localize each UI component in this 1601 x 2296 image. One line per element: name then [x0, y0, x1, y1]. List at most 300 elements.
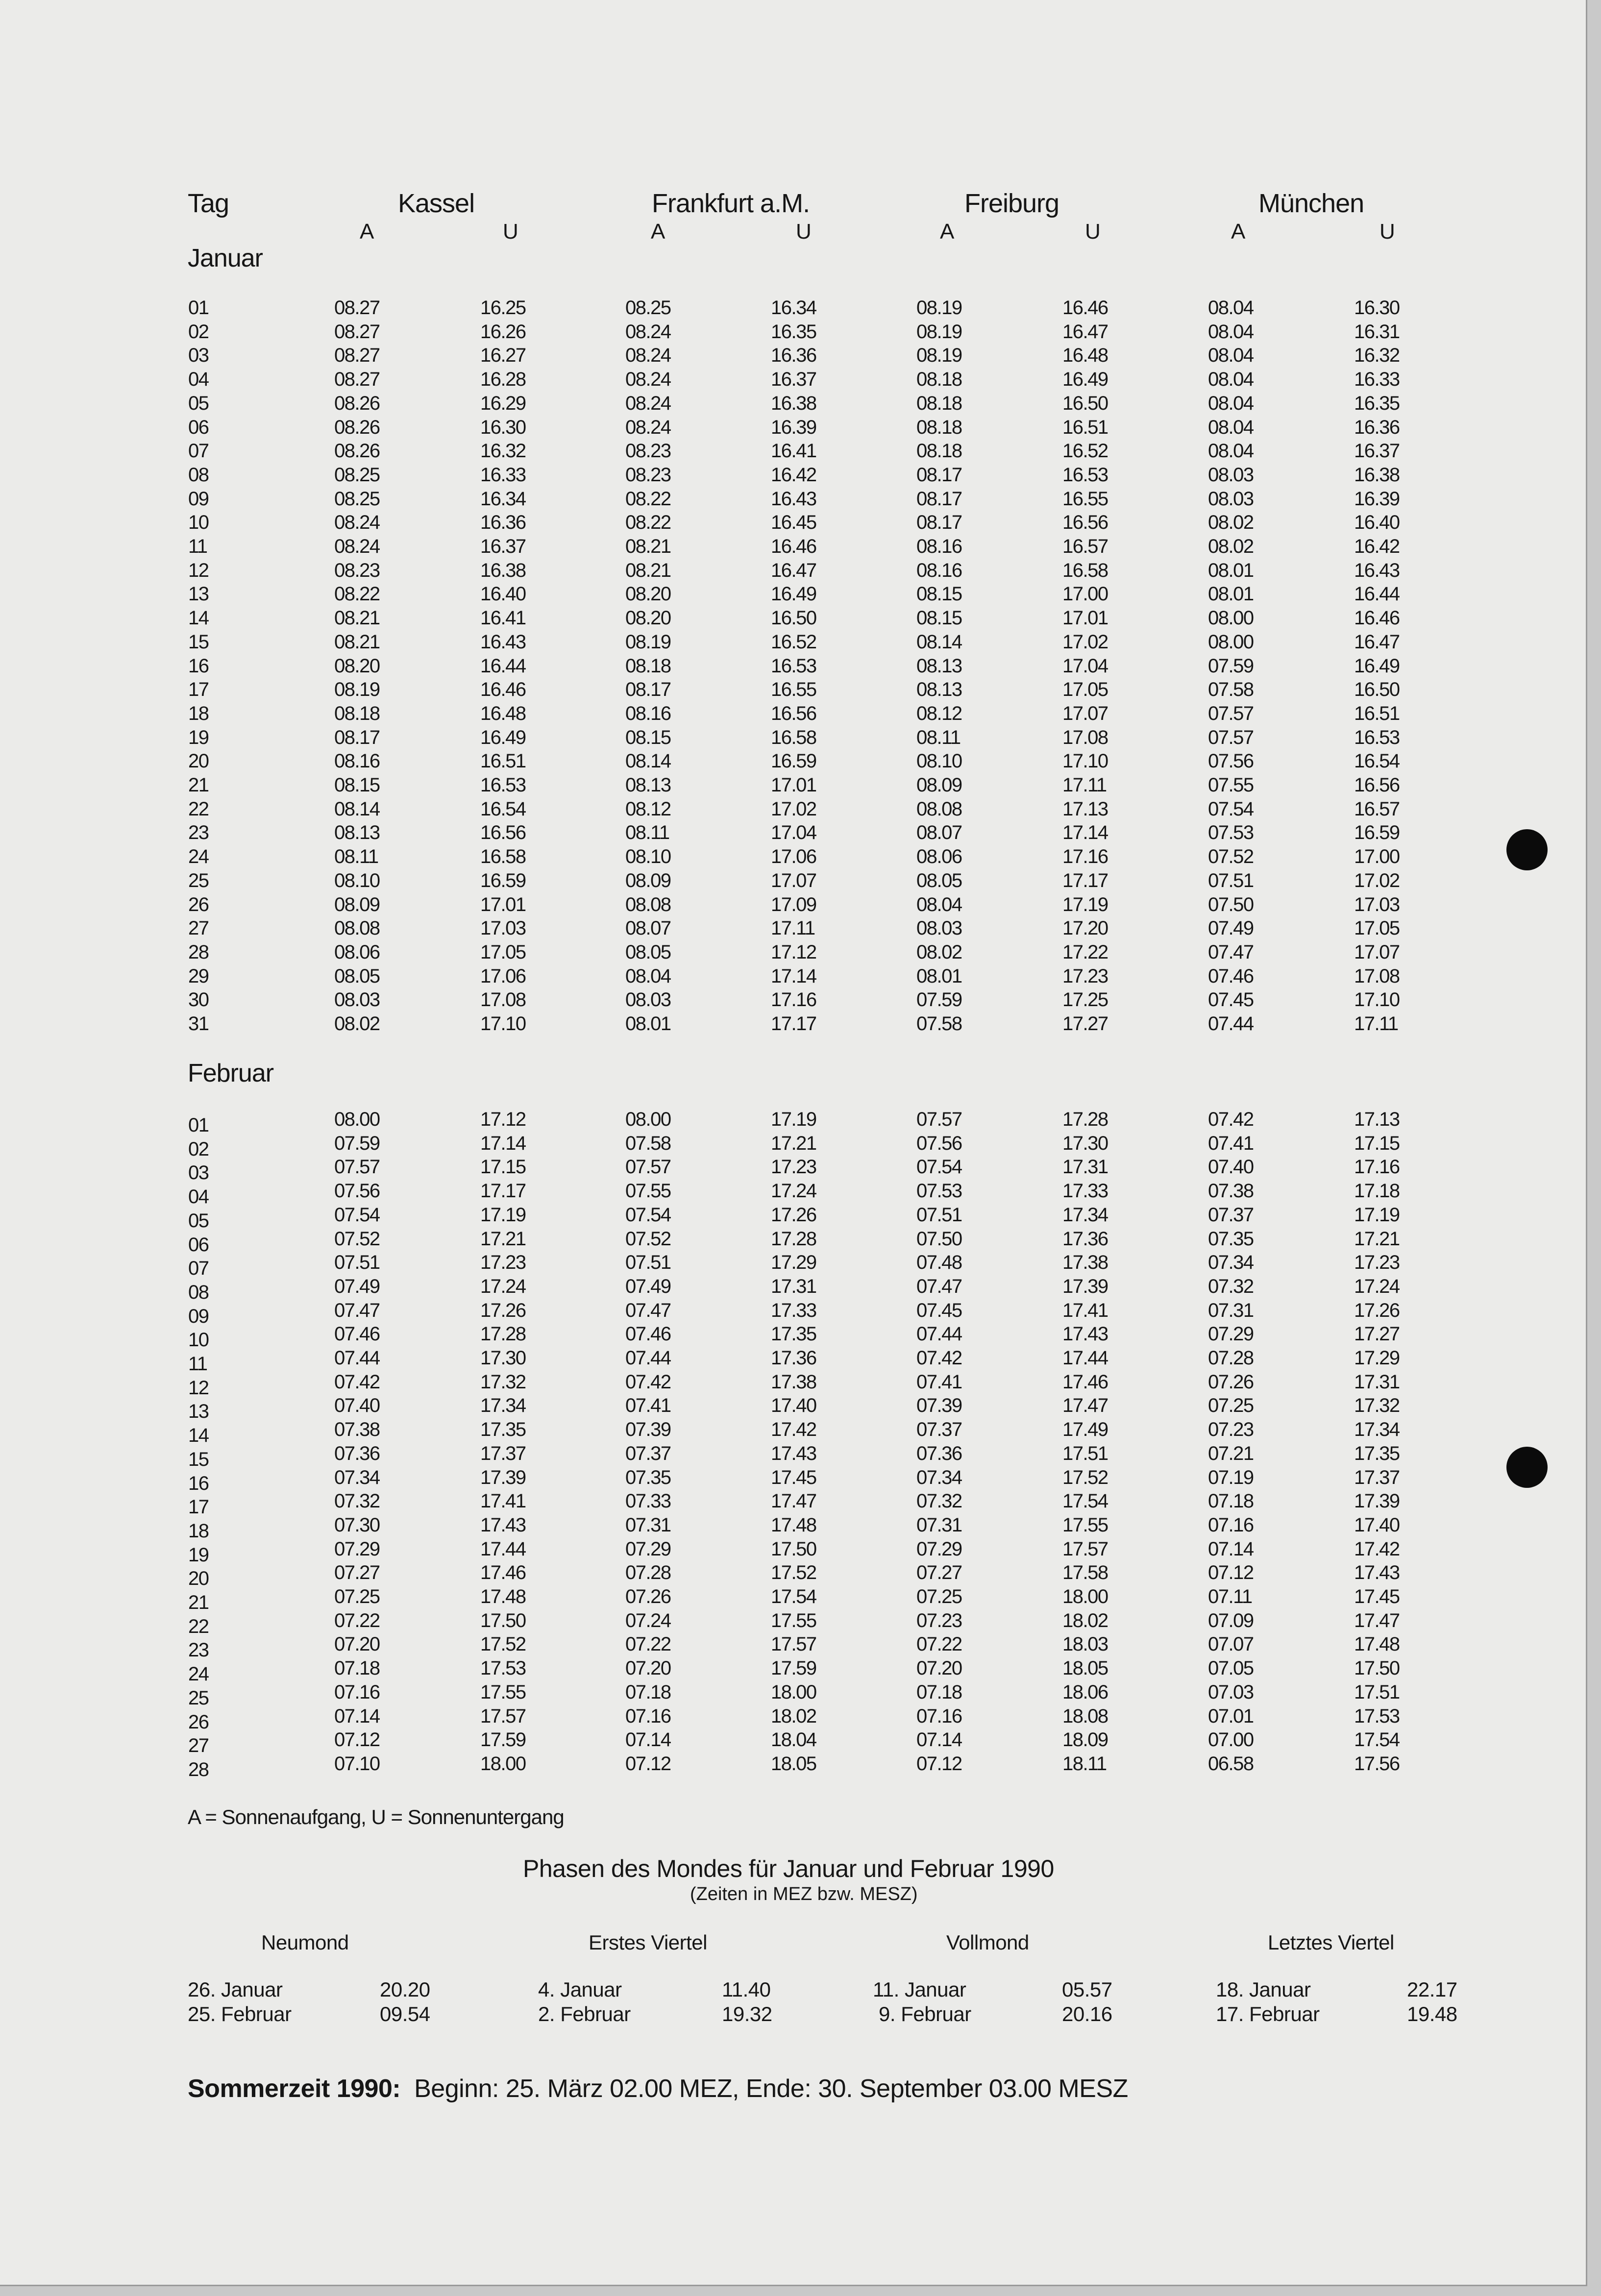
cell-frankfurt-u: 16.56 [771, 702, 816, 724]
cell-muenchen-u: 17.48 [1354, 1633, 1400, 1655]
cell-frankfurt-u: 16.45 [771, 512, 816, 534]
cell-freiburg-a: 08.17 [916, 488, 962, 510]
cell-kassel-u: 17.06 [480, 965, 526, 987]
cell-freiburg-a: 08.19 [916, 345, 962, 367]
cell-freiburg-u: 16.50 [1062, 392, 1108, 414]
cell-muenchen-u: 17.29 [1354, 1347, 1400, 1369]
cell-day: 28 [188, 1758, 209, 1780]
cell-day: 16 [188, 1472, 209, 1494]
cell-kassel-a: 07.57 [334, 1156, 380, 1178]
table-row [0, 536, 1586, 560]
cell-frankfurt-a: 08.07 [625, 917, 671, 939]
cell-day: 14 [188, 1425, 209, 1447]
moon-neumond-time-1: 20.20 [380, 1978, 430, 2001]
cell-frankfurt-a: 07.35 [625, 1466, 671, 1488]
cell-day: 17 [188, 1496, 209, 1518]
sub-a-kassel: A [360, 220, 374, 244]
cell-frankfurt-a: 08.08 [625, 893, 671, 915]
cell-muenchen-u: 16.46 [1354, 607, 1400, 629]
cell-freiburg-a: 08.17 [916, 512, 962, 534]
cell-muenchen-a: 07.09 [1208, 1609, 1254, 1631]
cell-frankfurt-a: 07.26 [625, 1586, 671, 1607]
cell-day: 23 [188, 822, 209, 844]
cell-muenchen-a: 08.04 [1208, 321, 1254, 343]
cell-freiburg-a: 08.13 [916, 679, 962, 701]
table-row [0, 679, 1586, 703]
cell-day: 13 [188, 583, 209, 605]
cell-muenchen-a: 07.29 [1208, 1323, 1254, 1345]
cell-kassel-a: 08.24 [334, 512, 380, 534]
cell-kassel-a: 08.23 [334, 559, 380, 581]
cell-muenchen-a: 07.55 [1208, 774, 1254, 796]
cell-muenchen-u: 17.54 [1354, 1729, 1400, 1751]
moon-vollmond-date-1: 11. Januar [873, 1978, 966, 2001]
cell-muenchen-a: 08.00 [1208, 631, 1254, 653]
cell-muenchen-a: 07.34 [1208, 1252, 1254, 1274]
dst-spacer [400, 2074, 414, 2103]
header-tag: Tag [188, 189, 229, 218]
cell-muenchen-a: 07.03 [1208, 1681, 1254, 1703]
cell-kassel-u: 17.15 [480, 1156, 526, 1178]
cell-muenchen-u: 17.37 [1354, 1466, 1400, 1488]
cell-freiburg-u: 18.05 [1062, 1657, 1108, 1679]
cell-kassel-a: 07.56 [334, 1180, 380, 1202]
cell-frankfurt-u: 16.38 [771, 392, 816, 414]
cell-freiburg-a: 08.15 [916, 607, 962, 629]
cell-kassel-u: 17.28 [480, 1323, 526, 1345]
cell-kassel-u: 16.59 [480, 869, 526, 891]
cell-freiburg-u: 17.08 [1062, 726, 1108, 748]
cell-frankfurt-u: 17.28 [771, 1228, 816, 1250]
table-row [0, 1371, 1586, 1399]
cell-frankfurt-u: 17.24 [771, 1180, 816, 1202]
cell-frankfurt-a: 07.58 [625, 1132, 671, 1154]
cell-freiburg-a: 08.14 [916, 631, 962, 653]
cell-frankfurt-a: 08.09 [625, 869, 671, 891]
cell-freiburg-a: 08.11 [916, 726, 961, 748]
cell-frankfurt-u: 17.40 [771, 1395, 816, 1417]
cell-muenchen-u: 16.56 [1354, 774, 1400, 796]
cell-muenchen-u: 16.54 [1354, 750, 1400, 772]
cell-freiburg-a: 07.44 [916, 1323, 962, 1345]
cell-muenchen-u: 17.40 [1354, 1514, 1400, 1536]
cell-day: 05 [188, 1210, 209, 1232]
cell-freiburg-u: 17.10 [1062, 750, 1108, 772]
cell-muenchen-a: 07.18 [1208, 1490, 1254, 1512]
cell-day: 02 [188, 321, 209, 343]
cell-frankfurt-u: 16.34 [771, 297, 816, 319]
cell-kassel-u: 16.30 [480, 416, 526, 438]
cell-kassel-a: 08.25 [334, 464, 380, 486]
cell-muenchen-u: 17.31 [1354, 1371, 1400, 1393]
cell-kassel-a: 07.29 [334, 1538, 380, 1560]
moon-erstes-viertel-time-1: 11.40 [722, 1978, 771, 2001]
cell-kassel-a: 08.21 [334, 631, 380, 653]
cell-day: 23 [188, 1639, 209, 1661]
cell-muenchen-a: 08.04 [1208, 416, 1254, 438]
moon-phase-neumond: Neumond [261, 1931, 349, 1954]
header-city-frankfurt: Frankfurt a.M. [652, 189, 810, 218]
cell-muenchen-u: 17.16 [1354, 1156, 1400, 1178]
table-row [0, 941, 1586, 965]
cell-muenchen-u: 16.43 [1354, 559, 1400, 581]
cell-frankfurt-a: 07.22 [625, 1633, 671, 1655]
cell-muenchen-u: 17.18 [1354, 1180, 1400, 1202]
cell-muenchen-a: 07.53 [1208, 822, 1254, 844]
cell-frankfurt-u: 17.57 [771, 1633, 816, 1655]
cell-freiburg-u: 17.00 [1062, 583, 1108, 605]
cell-day: 20 [188, 750, 209, 772]
cell-kassel-u: 17.59 [480, 1729, 526, 1751]
cell-freiburg-a: 08.18 [916, 416, 962, 438]
cell-freiburg-a: 08.03 [916, 917, 962, 939]
cell-freiburg-u: 17.01 [1062, 607, 1108, 629]
cell-kassel-a: 07.47 [334, 1299, 380, 1321]
cell-muenchen-u: 17.10 [1354, 989, 1400, 1011]
cell-frankfurt-u: 17.45 [771, 1466, 816, 1488]
cell-muenchen-u: 16.32 [1354, 345, 1400, 367]
cell-kassel-a: 08.22 [334, 583, 380, 605]
cell-frankfurt-a: 08.24 [625, 345, 671, 367]
cell-muenchen-a: 07.40 [1208, 1156, 1254, 1178]
cell-freiburg-u: 17.02 [1062, 631, 1108, 653]
cell-freiburg-a: 07.37 [916, 1419, 962, 1441]
table-row [0, 1204, 1586, 1232]
cell-frankfurt-a: 07.41 [625, 1395, 671, 1417]
cell-frankfurt-u: 17.26 [771, 1204, 816, 1226]
cell-frankfurt-u: 17.43 [771, 1442, 816, 1464]
cell-day: 22 [188, 1615, 209, 1637]
header-city-freiburg: Freiburg [964, 189, 1059, 218]
cell-freiburg-u: 17.14 [1062, 822, 1108, 844]
cell-frankfurt-a: 08.05 [625, 941, 671, 963]
cell-muenchen-a: 07.41 [1208, 1132, 1254, 1154]
table-row [0, 607, 1586, 631]
cell-muenchen-a: 08.02 [1208, 512, 1254, 534]
cell-freiburg-u: 18.11 [1062, 1753, 1107, 1775]
cell-muenchen-a: 07.11 [1208, 1586, 1252, 1607]
cell-freiburg-u: 16.52 [1062, 440, 1108, 462]
cell-frankfurt-a: 07.44 [625, 1347, 671, 1369]
sub-u-frankfurt: U [796, 220, 812, 244]
cell-frankfurt-a: 08.10 [625, 846, 671, 868]
moon-phase-letztes-viertel: Letztes Viertel [1268, 1931, 1394, 1954]
cell-frankfurt-u: 16.42 [771, 464, 816, 486]
cell-freiburg-a: 07.39 [916, 1395, 962, 1417]
cell-muenchen-u: 17.03 [1354, 893, 1400, 915]
cell-freiburg-a: 07.20 [916, 1657, 962, 1679]
cell-day: 10 [188, 512, 209, 534]
moon-letztes-viertel-date-1: 18. Januar [1216, 1978, 1311, 2001]
table-row [0, 1466, 1586, 1494]
cell-frankfurt-a: 07.14 [625, 1729, 671, 1751]
cell-frankfurt-u: 17.35 [771, 1323, 816, 1345]
cell-kassel-a: 08.27 [334, 321, 380, 343]
cell-kassel-a: 07.42 [334, 1371, 380, 1393]
cell-frankfurt-u: 16.55 [771, 679, 816, 701]
cell-frankfurt-u: 17.17 [771, 1013, 816, 1035]
cell-freiburg-a: 08.16 [916, 536, 962, 557]
cell-frankfurt-a: 07.28 [625, 1562, 671, 1584]
table-row [0, 369, 1586, 393]
cell-kassel-u: 17.46 [480, 1562, 526, 1584]
cell-frankfurt-u: 17.01 [771, 774, 816, 796]
cell-frankfurt-a: 08.24 [625, 321, 671, 343]
cell-frankfurt-a: 07.55 [625, 1180, 671, 1202]
sub-a-muenchen: A [1231, 220, 1246, 244]
cell-freiburg-a: 07.47 [916, 1275, 962, 1297]
cell-kassel-u: 17.21 [480, 1228, 526, 1250]
cell-kassel-a: 08.09 [334, 893, 380, 915]
cell-freiburg-a: 07.29 [916, 1538, 962, 1560]
cell-frankfurt-a: 08.11 [625, 822, 669, 844]
table-row [0, 774, 1586, 798]
cell-day: 22 [188, 798, 209, 820]
cell-kassel-u: 16.54 [480, 798, 526, 820]
cell-freiburg-u: 17.43 [1062, 1323, 1108, 1345]
cell-muenchen-u: 17.43 [1354, 1562, 1400, 1584]
moon-vollmond-time-1: 05.57 [1062, 1978, 1112, 2001]
table-row [0, 1109, 1586, 1136]
cell-muenchen-a: 08.01 [1208, 559, 1254, 581]
cell-muenchen-u: 16.38 [1354, 464, 1400, 486]
cell-freiburg-u: 17.27 [1062, 1013, 1108, 1035]
cell-kassel-a: 08.27 [334, 297, 380, 319]
cell-day: 31 [188, 1013, 209, 1035]
cell-frankfurt-u: 17.07 [771, 869, 816, 891]
cell-day: 06 [188, 1234, 209, 1256]
cell-muenchen-u: 17.24 [1354, 1275, 1400, 1297]
month-label-januar: Januar [188, 244, 263, 272]
cell-muenchen-u: 16.57 [1354, 798, 1400, 820]
cell-muenchen-a: 07.59 [1208, 655, 1254, 677]
cell-frankfurt-a: 08.18 [625, 655, 671, 677]
cell-kassel-u: 17.57 [480, 1705, 526, 1727]
cell-muenchen-a: 07.32 [1208, 1275, 1254, 1297]
cell-kassel-u: 17.14 [480, 1132, 526, 1154]
cell-muenchen-a: 07.44 [1208, 1013, 1254, 1035]
cell-freiburg-a: 08.02 [916, 941, 962, 963]
table-row [0, 440, 1586, 464]
cell-freiburg-u: 18.09 [1062, 1729, 1108, 1751]
cell-day: 09 [188, 1305, 209, 1327]
table-row [0, 1156, 1586, 1184]
cell-kassel-u: 16.33 [480, 464, 526, 486]
cell-muenchen-a: 07.28 [1208, 1347, 1254, 1369]
moon-subtitle: (Zeiten in MEZ bzw. MESZ) [690, 1884, 918, 1904]
cell-muenchen-u: 16.47 [1354, 631, 1400, 653]
cell-frankfurt-u: 17.06 [771, 846, 816, 868]
cell-frankfurt-a: 08.13 [625, 774, 671, 796]
cell-muenchen-a: 07.54 [1208, 798, 1254, 820]
table-row [0, 703, 1586, 727]
cell-kassel-u: 17.03 [480, 917, 526, 939]
cell-kassel-u: 16.26 [480, 321, 526, 343]
cell-freiburg-a: 08.06 [916, 846, 962, 868]
cell-day: 12 [188, 559, 209, 581]
cell-kassel-a: 08.08 [334, 917, 380, 939]
table-row [0, 1013, 1586, 1037]
cell-freiburg-u: 17.25 [1062, 989, 1108, 1011]
cell-freiburg-u: 17.49 [1062, 1419, 1108, 1441]
cell-muenchen-u: 17.26 [1354, 1299, 1400, 1321]
cell-muenchen-u: 17.35 [1354, 1442, 1400, 1464]
cell-kassel-u: 18.00 [480, 1753, 526, 1775]
dst-line [188, 2074, 1128, 2103]
table-row [0, 822, 1586, 846]
cell-freiburg-u: 16.55 [1062, 488, 1108, 510]
cell-muenchen-a: 07.50 [1208, 893, 1254, 915]
cell-day: 11 [188, 1353, 207, 1375]
cell-kassel-a: 08.27 [334, 369, 380, 391]
cell-kassel-a: 08.03 [334, 989, 380, 1011]
cell-day: 18 [188, 1520, 209, 1542]
table-row [0, 894, 1586, 918]
cell-frankfurt-u: 17.29 [771, 1252, 816, 1274]
cell-kassel-u: 17.55 [480, 1681, 526, 1703]
cell-muenchen-u: 17.56 [1354, 1753, 1400, 1775]
table-row [0, 1323, 1586, 1351]
cell-kassel-u: 16.58 [480, 846, 526, 868]
cell-freiburg-u: 17.34 [1062, 1204, 1108, 1226]
cell-kassel-a: 07.12 [334, 1729, 380, 1751]
cell-day: 28 [188, 941, 209, 963]
cell-kassel-u: 16.43 [480, 631, 526, 653]
cell-frankfurt-u: 17.16 [771, 989, 816, 1011]
cell-freiburg-a: 08.18 [916, 369, 962, 391]
cell-frankfurt-a: 08.21 [625, 536, 671, 557]
cell-frankfurt-u: 16.35 [771, 321, 816, 343]
cell-kassel-u: 17.23 [480, 1252, 526, 1274]
cell-frankfurt-u: 16.41 [771, 440, 816, 462]
cell-muenchen-u: 16.39 [1354, 488, 1400, 510]
cell-kassel-u: 17.35 [480, 1419, 526, 1441]
cell-freiburg-a: 08.04 [916, 893, 962, 915]
cell-frankfurt-u: 16.39 [771, 416, 816, 438]
moon-phase-vollmond: Vollmond [946, 1931, 1029, 1954]
cell-kassel-u: 17.39 [480, 1466, 526, 1488]
cell-freiburg-u: 17.58 [1062, 1562, 1108, 1584]
cell-freiburg-a: 07.36 [916, 1442, 962, 1464]
cell-muenchen-a: 07.23 [1208, 1419, 1254, 1441]
cell-muenchen-u: 16.42 [1354, 536, 1400, 557]
cell-kassel-u: 16.37 [480, 536, 526, 557]
cell-frankfurt-a: 08.25 [625, 297, 671, 319]
cell-frankfurt-u: 17.36 [771, 1347, 816, 1369]
moon-erstes-viertel-date-2: 2. Februar [538, 2002, 631, 2025]
sub-u-kassel: U [503, 220, 518, 244]
cell-day: 02 [188, 1138, 209, 1160]
cell-frankfurt-u: 17.19 [771, 1109, 816, 1130]
table-row [0, 1514, 1586, 1542]
table-row [0, 1180, 1586, 1208]
cell-frankfurt-a: 07.57 [625, 1156, 671, 1178]
cell-frankfurt-a: 07.29 [625, 1538, 671, 1560]
cell-frankfurt-u: 16.49 [771, 583, 816, 605]
cell-frankfurt-a: 08.15 [625, 726, 671, 748]
cell-frankfurt-u: 16.53 [771, 655, 816, 677]
cell-day: 04 [188, 369, 209, 391]
cell-kassel-u: 17.19 [480, 1204, 526, 1226]
cell-freiburg-a: 07.42 [916, 1347, 962, 1369]
cell-kassel-a: 08.10 [334, 869, 380, 891]
table-row [0, 1132, 1586, 1160]
cell-muenchen-a: 07.16 [1208, 1514, 1254, 1536]
cell-freiburg-u: 18.02 [1062, 1609, 1108, 1631]
cell-muenchen-u: 17.15 [1354, 1132, 1400, 1154]
cell-kassel-u: 17.26 [480, 1299, 526, 1321]
cell-freiburg-u: 17.16 [1062, 846, 1108, 868]
cell-day: 08 [188, 1281, 209, 1303]
cell-day: 07 [188, 440, 209, 462]
cell-freiburg-a: 07.56 [916, 1132, 962, 1154]
cell-frankfurt-u: 17.38 [771, 1371, 816, 1393]
cell-day: 20 [188, 1568, 209, 1590]
cell-frankfurt-a: 07.16 [625, 1705, 671, 1727]
cell-kassel-a: 07.32 [334, 1490, 380, 1512]
cell-muenchen-a: 08.04 [1208, 392, 1254, 414]
cell-day: 16 [188, 655, 209, 677]
cell-muenchen-a: 07.58 [1208, 679, 1254, 701]
cell-freiburg-u: 17.28 [1062, 1109, 1108, 1130]
cell-frankfurt-u: 16.46 [771, 536, 816, 557]
table-row [0, 1753, 1586, 1780]
cell-freiburg-u: 17.57 [1062, 1538, 1108, 1560]
cell-freiburg-u: 17.04 [1062, 655, 1108, 677]
cell-frankfurt-u: 17.11 [771, 917, 815, 939]
cell-kassel-a: 07.40 [334, 1395, 380, 1417]
table-row [0, 345, 1586, 369]
cell-freiburg-a: 07.23 [916, 1609, 962, 1631]
cell-freiburg-a: 08.15 [916, 583, 962, 605]
table-row [0, 846, 1586, 870]
cell-freiburg-a: 07.12 [916, 1753, 962, 1775]
cell-freiburg-a: 07.22 [916, 1633, 962, 1655]
cell-day: 21 [188, 1592, 209, 1613]
cell-day: 10 [188, 1329, 209, 1351]
cell-muenchen-u: 17.32 [1354, 1395, 1400, 1417]
table-row [0, 631, 1586, 655]
moon-phase-erstes-viertel: Erstes Viertel [589, 1931, 707, 1954]
cell-day: 07 [188, 1258, 209, 1280]
cell-muenchen-a: 07.00 [1208, 1729, 1254, 1751]
cell-day: 27 [188, 917, 209, 939]
cell-frankfurt-a: 08.00 [625, 1109, 671, 1130]
cell-muenchen-u: 17.51 [1354, 1681, 1400, 1703]
cell-day: 17 [188, 679, 209, 701]
table-row [0, 1490, 1586, 1518]
cell-frankfurt-a: 08.22 [625, 512, 671, 534]
cell-freiburg-a: 07.27 [916, 1562, 962, 1584]
cell-muenchen-a: 07.35 [1208, 1228, 1254, 1250]
cell-muenchen-u: 16.36 [1354, 416, 1400, 438]
cell-day: 25 [188, 1687, 209, 1709]
cell-frankfurt-a: 07.37 [625, 1442, 671, 1464]
sub-a-frankfurt: A [651, 220, 665, 244]
cell-kassel-u: 17.01 [480, 893, 526, 915]
cell-muenchen-u: 17.42 [1354, 1538, 1400, 1560]
sub-u-muenchen: U [1379, 220, 1395, 244]
cell-kassel-u: 16.51 [480, 750, 526, 772]
moon-vollmond-date-2: 9. Februar [879, 2002, 971, 2025]
cell-freiburg-a: 07.31 [916, 1514, 962, 1536]
cell-muenchen-u: 17.27 [1354, 1323, 1400, 1345]
cell-muenchen-u: 16.59 [1354, 822, 1400, 844]
sub-a-freiburg: A [940, 220, 955, 244]
cell-kassel-u: 16.36 [480, 512, 526, 534]
cell-freiburg-u: 16.47 [1062, 321, 1108, 343]
cell-frankfurt-u: 17.52 [771, 1562, 816, 1584]
